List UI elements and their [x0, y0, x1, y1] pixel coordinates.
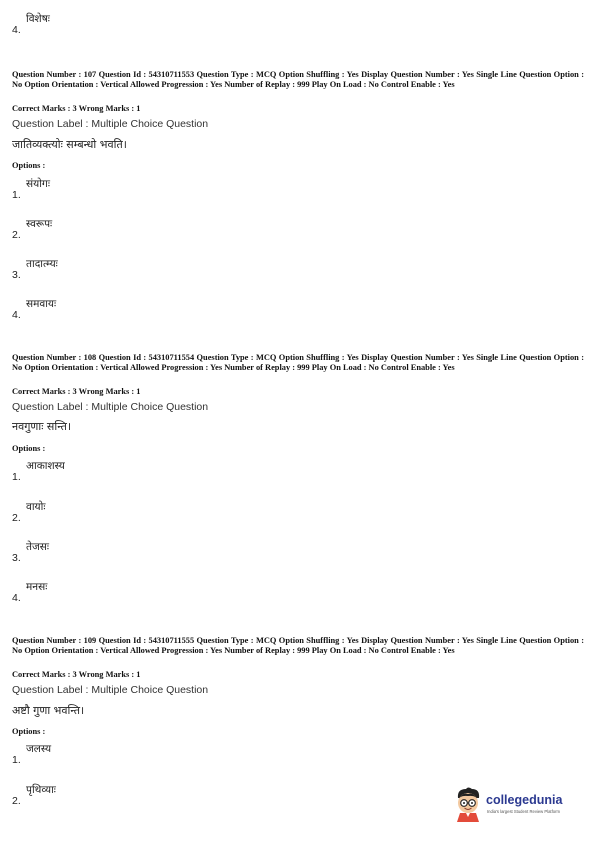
option-4[interactable]: [12, 580, 212, 604]
watermark-tagline: India's largest Student Review Platform: [487, 809, 560, 814]
question-label: Question Label : Multiple Choice Question: [12, 401, 209, 413]
mascot-icon: [452, 786, 484, 822]
question-meta: Question Number : 109 Question Id : 54310711555 Question Type : MCQ Option Shuffling : Yes Display Question Number : Yes Single Line Question Option : No Option Orientation : Vertical Allowed Progression : Yes Number of Replay : 999 Play On Load : No Control Enable : Yes: [12, 636, 584, 655]
option-text: संयोगः: [26, 178, 50, 190]
option-4[interactable]: [12, 297, 212, 321]
option-text: समवायः: [26, 298, 57, 310]
question-marks: Correct Marks : 3 Wrong Marks : 1: [12, 104, 141, 113]
option-3[interactable]: [12, 540, 212, 564]
question-text: नवगुणाः सन्ति।: [12, 420, 72, 433]
option-number: 4.: [12, 309, 21, 321]
option-number: 1.: [12, 471, 21, 483]
option-1[interactable]: [12, 742, 212, 766]
question-label: Question Label : Multiple Choice Question: [12, 684, 209, 696]
question-label: Question Label : Multiple Choice Question: [12, 118, 209, 130]
option-text: तेजसः: [26, 541, 49, 553]
option-number: 1.: [12, 754, 21, 766]
option-prev-4[interactable]: [12, 12, 212, 36]
question-meta: Question Number : 107 Question Id : 54310711553 Question Type : MCQ Option Shuffling : Yes Display Question Number : Yes Single Line Question Option : No Option Orientation : Vertical Allowed Progression : Yes Number of Replay : 999 Play On Load : No Control Enable : Yes: [12, 70, 584, 89]
option-text: जलस्य: [26, 743, 52, 755]
option-number: 3.: [12, 552, 21, 564]
option-1[interactable]: [12, 177, 212, 201]
question-marks: Correct Marks : 3 Wrong Marks : 1: [12, 670, 141, 679]
option-number: 1.: [12, 189, 21, 201]
collegedunia-watermark: [452, 786, 582, 826]
option-number: 2.: [12, 512, 21, 524]
option-3[interactable]: [12, 257, 212, 281]
option-number: 2.: [12, 795, 21, 807]
question-meta: Question Number : 108 Question Id : 54310711554 Question Type : MCQ Option Shuffling : Yes Display Question Number : Yes Single Line Question Option : No Option Orientation : Vertical Allowed Progression : Yes Number of Replay : 999 Play On Load : No Control Enable : Yes: [12, 353, 584, 372]
question-text: अष्टौ गुणा भवन्ति।: [12, 704, 85, 717]
option-text: स्वरूपः: [26, 218, 53, 230]
question-text: जातिव्यक्त्योः सम्बन्धो भवति।: [12, 138, 127, 151]
option-text: पृथिव्याः: [26, 784, 56, 796]
option-text: आकाशस्य: [26, 460, 65, 472]
options-heading: Options :: [12, 444, 46, 453]
option-number: 4.: [12, 592, 21, 604]
options-heading: Options :: [12, 727, 46, 736]
question-marks: Correct Marks : 3 Wrong Marks : 1: [12, 387, 141, 396]
option-text: वायोः: [26, 501, 46, 513]
option-text: तादात्म्यः: [26, 258, 58, 270]
options-heading: Options :: [12, 161, 46, 170]
option-2[interactable]: [12, 217, 212, 241]
option-2[interactable]: [12, 783, 212, 807]
option-2[interactable]: [12, 500, 212, 524]
watermark-name: collegedunia: [486, 793, 563, 807]
option-text: विशेषः: [26, 13, 50, 25]
option-number: 2.: [12, 229, 21, 241]
option-number: 4.: [12, 24, 21, 36]
option-1[interactable]: [12, 459, 212, 483]
option-text: मनसः: [26, 581, 48, 593]
option-number: 3.: [12, 269, 21, 281]
